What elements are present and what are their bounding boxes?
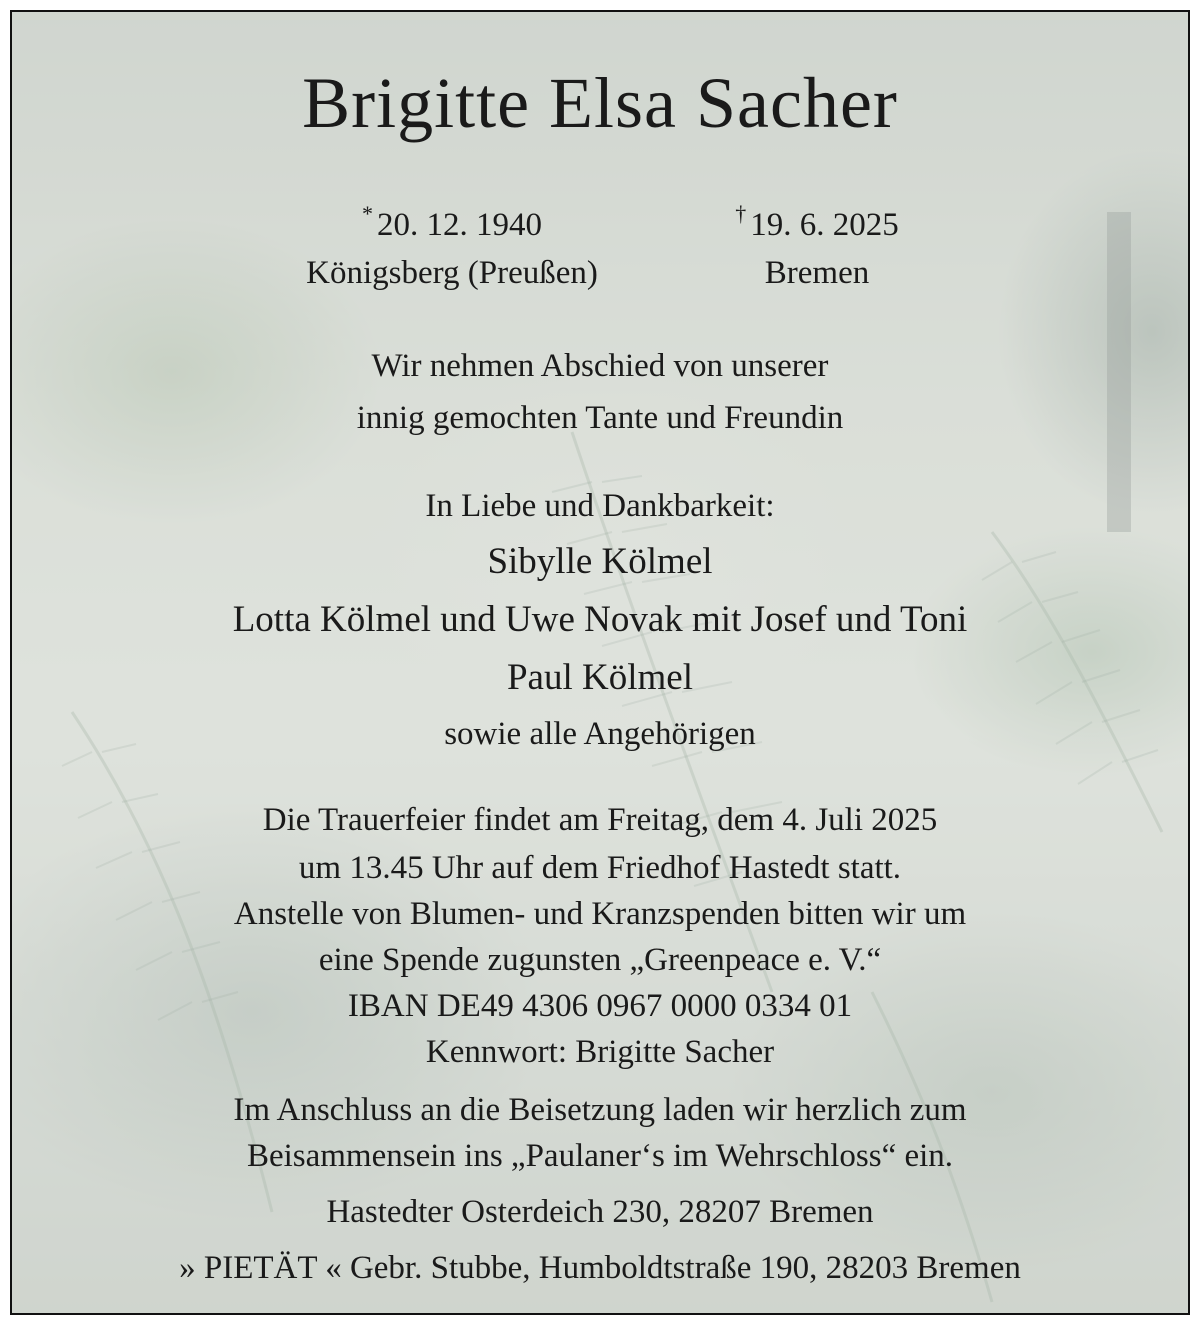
service-line: Anstelle von Blumen- und Kranzspenden bitten wir um [233, 896, 967, 932]
birth-info [242, 190, 662, 297]
mourner-name: Paul Kölmel [506, 657, 693, 698]
birth-date: 20. 12. 1940 [377, 207, 542, 243]
service-line: um 13.45 Uhr auf dem Friedhof Hastedt statt. [298, 850, 902, 886]
mourners-intro: In Liebe und Dankbarkeit: [425, 488, 775, 524]
mourner-name: Lotta Kölmel und Uwe Novak mit Josef und Toni [232, 599, 968, 640]
mourner-name: Sibylle Kölmel [487, 541, 713, 582]
birth-place: Königsberg (Preußen) [306, 255, 598, 291]
reception-line: Beisammensein ins „Paulaner‘s im Wehrschloss“ ein. [246, 1138, 954, 1174]
birth-symbol: * [362, 201, 373, 226]
deceased-name: Brigitte Elsa Sacher [302, 63, 898, 143]
farewell-line-2: innig gemochten Tante und Freundin [356, 400, 844, 436]
death-symbol: † [735, 201, 747, 226]
death-place: Bremen [764, 255, 870, 291]
service-line: eine Spende zugunsten „Greenpeace e. V.“ [318, 942, 882, 978]
service-line: Die Trauerfeier findet am Freitag, dem 4. Juli 2025 [262, 802, 938, 838]
iban-line: IBAN DE49 4306 0967 0000 0334 01 [347, 988, 853, 1024]
obituary-notice [10, 10, 1190, 1315]
reception-line: Im Anschluss an die Beisetzung laden wir herzlich zum [233, 1092, 967, 1128]
death-info [702, 190, 932, 297]
farewell-line-1: Wir nehmen Abschied von unserer [371, 348, 829, 384]
undertaker-line: » PIETÄT « Gebr. Stubbe, Humboldtstraße 190, 28203 Bremen [179, 1250, 1021, 1286]
mourners-others: sowie alle Angehörigen [444, 716, 756, 752]
keyword-line: Kennwort: Brigitte Sacher [425, 1034, 775, 1070]
venue-address: Hastedter Osterdeich 230, 28207 Bremen [326, 1194, 874, 1230]
death-date: 19. 6. 2025 [750, 207, 899, 243]
